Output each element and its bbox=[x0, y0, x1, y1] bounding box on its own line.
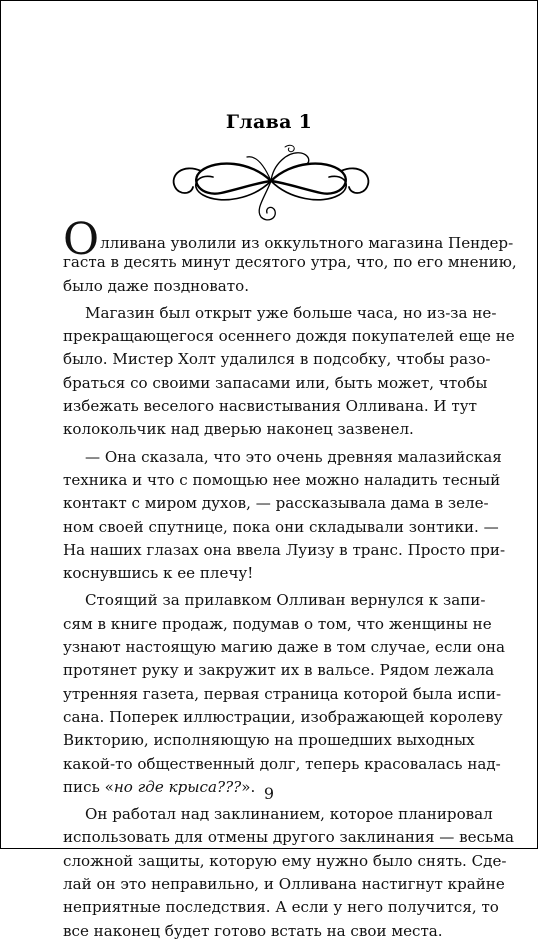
text-line: узнают настоящую магию даже в том случае, если она bbox=[63, 638, 506, 657]
flourish-ornament-icon bbox=[161, 141, 381, 223]
text-line: было даже поздновато. bbox=[63, 276, 250, 295]
text-line: Магазин был открыт уже больше часа, но из-за не- bbox=[85, 303, 497, 322]
text-line: было. Мистер Холт удалился в подсобку, чтобы разо- bbox=[63, 350, 491, 369]
newspaper-scrawl: но где крыса??? bbox=[113, 777, 242, 796]
text-line: Олливана уволили из оккультного магазина Пендер- bbox=[63, 214, 514, 265]
text-line: использовать для отмены другого заклинания — весьма bbox=[63, 828, 514, 847]
text-line: коснувшись к ее плечу! bbox=[63, 564, 254, 583]
text-line: прекращающегося осеннего дождя покупателей еще не bbox=[63, 327, 515, 346]
text-line: сям в книге продаж, подумав о том, что женщины не bbox=[63, 614, 492, 633]
paragraph-3 bbox=[63, 446, 506, 586]
text-line: какой-то общественный долг, теперь красовалась над- bbox=[63, 754, 501, 773]
text-line: неприятные последствия. А если у него получится, то bbox=[63, 898, 499, 917]
text-line: контакт с миром духов, — рассказывала дама в зеле- bbox=[63, 494, 489, 513]
text-line: сложной защиты, которую ему нужно было снять. Сде- bbox=[63, 851, 507, 870]
text-line: лай он это неправильно, и Олливана настигнут крайне bbox=[63, 875, 505, 894]
text-line: все наконец будет готово встать на свои места. bbox=[63, 921, 443, 940]
paragraph-2 bbox=[63, 302, 515, 442]
text-line: — Она сказала, что это очень древняя малазийская bbox=[85, 447, 502, 466]
text-line: колокольчик над дверью наконец зазвенел. bbox=[63, 420, 414, 439]
paragraph-5 bbox=[63, 803, 514, 943]
text-line: браться со своими запасами или, быть может, чтобы bbox=[63, 373, 488, 392]
text-line: протянет руку и закружит их в вальсе. Рядом лежала bbox=[63, 661, 495, 680]
chapter-title: Глава 1 bbox=[225, 111, 313, 133]
paragraph-4 bbox=[63, 589, 506, 799]
text-line: пись «но где крыса???». bbox=[63, 777, 256, 796]
text-line: ном своей спутнице, пока они складывали зонтики. — bbox=[63, 517, 499, 536]
text-line: Стоящий за прилавком Олливан вернулся к запи- bbox=[85, 591, 486, 610]
text-line: избежать веселого насвистывания Олливана. И тут bbox=[63, 397, 477, 416]
chapter-body bbox=[63, 214, 517, 943]
text-line: Он работал над заклинанием, которое планировал bbox=[85, 805, 493, 824]
page-number: 9 bbox=[263, 784, 275, 803]
drop-cap: О bbox=[63, 214, 100, 265]
text-line: Викторию, исполняющую на прошедших выходных bbox=[63, 731, 475, 750]
text-line: утренняя газета, первая страница которой была испи- bbox=[63, 684, 502, 703]
text-line: гаста в десять минут десятого утра, что, по его мнению, bbox=[63, 253, 517, 272]
text-line: На наших глазах она ввела Луизу в транс. Просто при- bbox=[63, 540, 506, 559]
text-line: техника и что с помощью нее можно наладить тесный bbox=[63, 470, 501, 489]
paragraph-1 bbox=[63, 214, 517, 298]
text-line: сана. Поперек иллюстрации, изображающей королеву bbox=[63, 707, 503, 726]
